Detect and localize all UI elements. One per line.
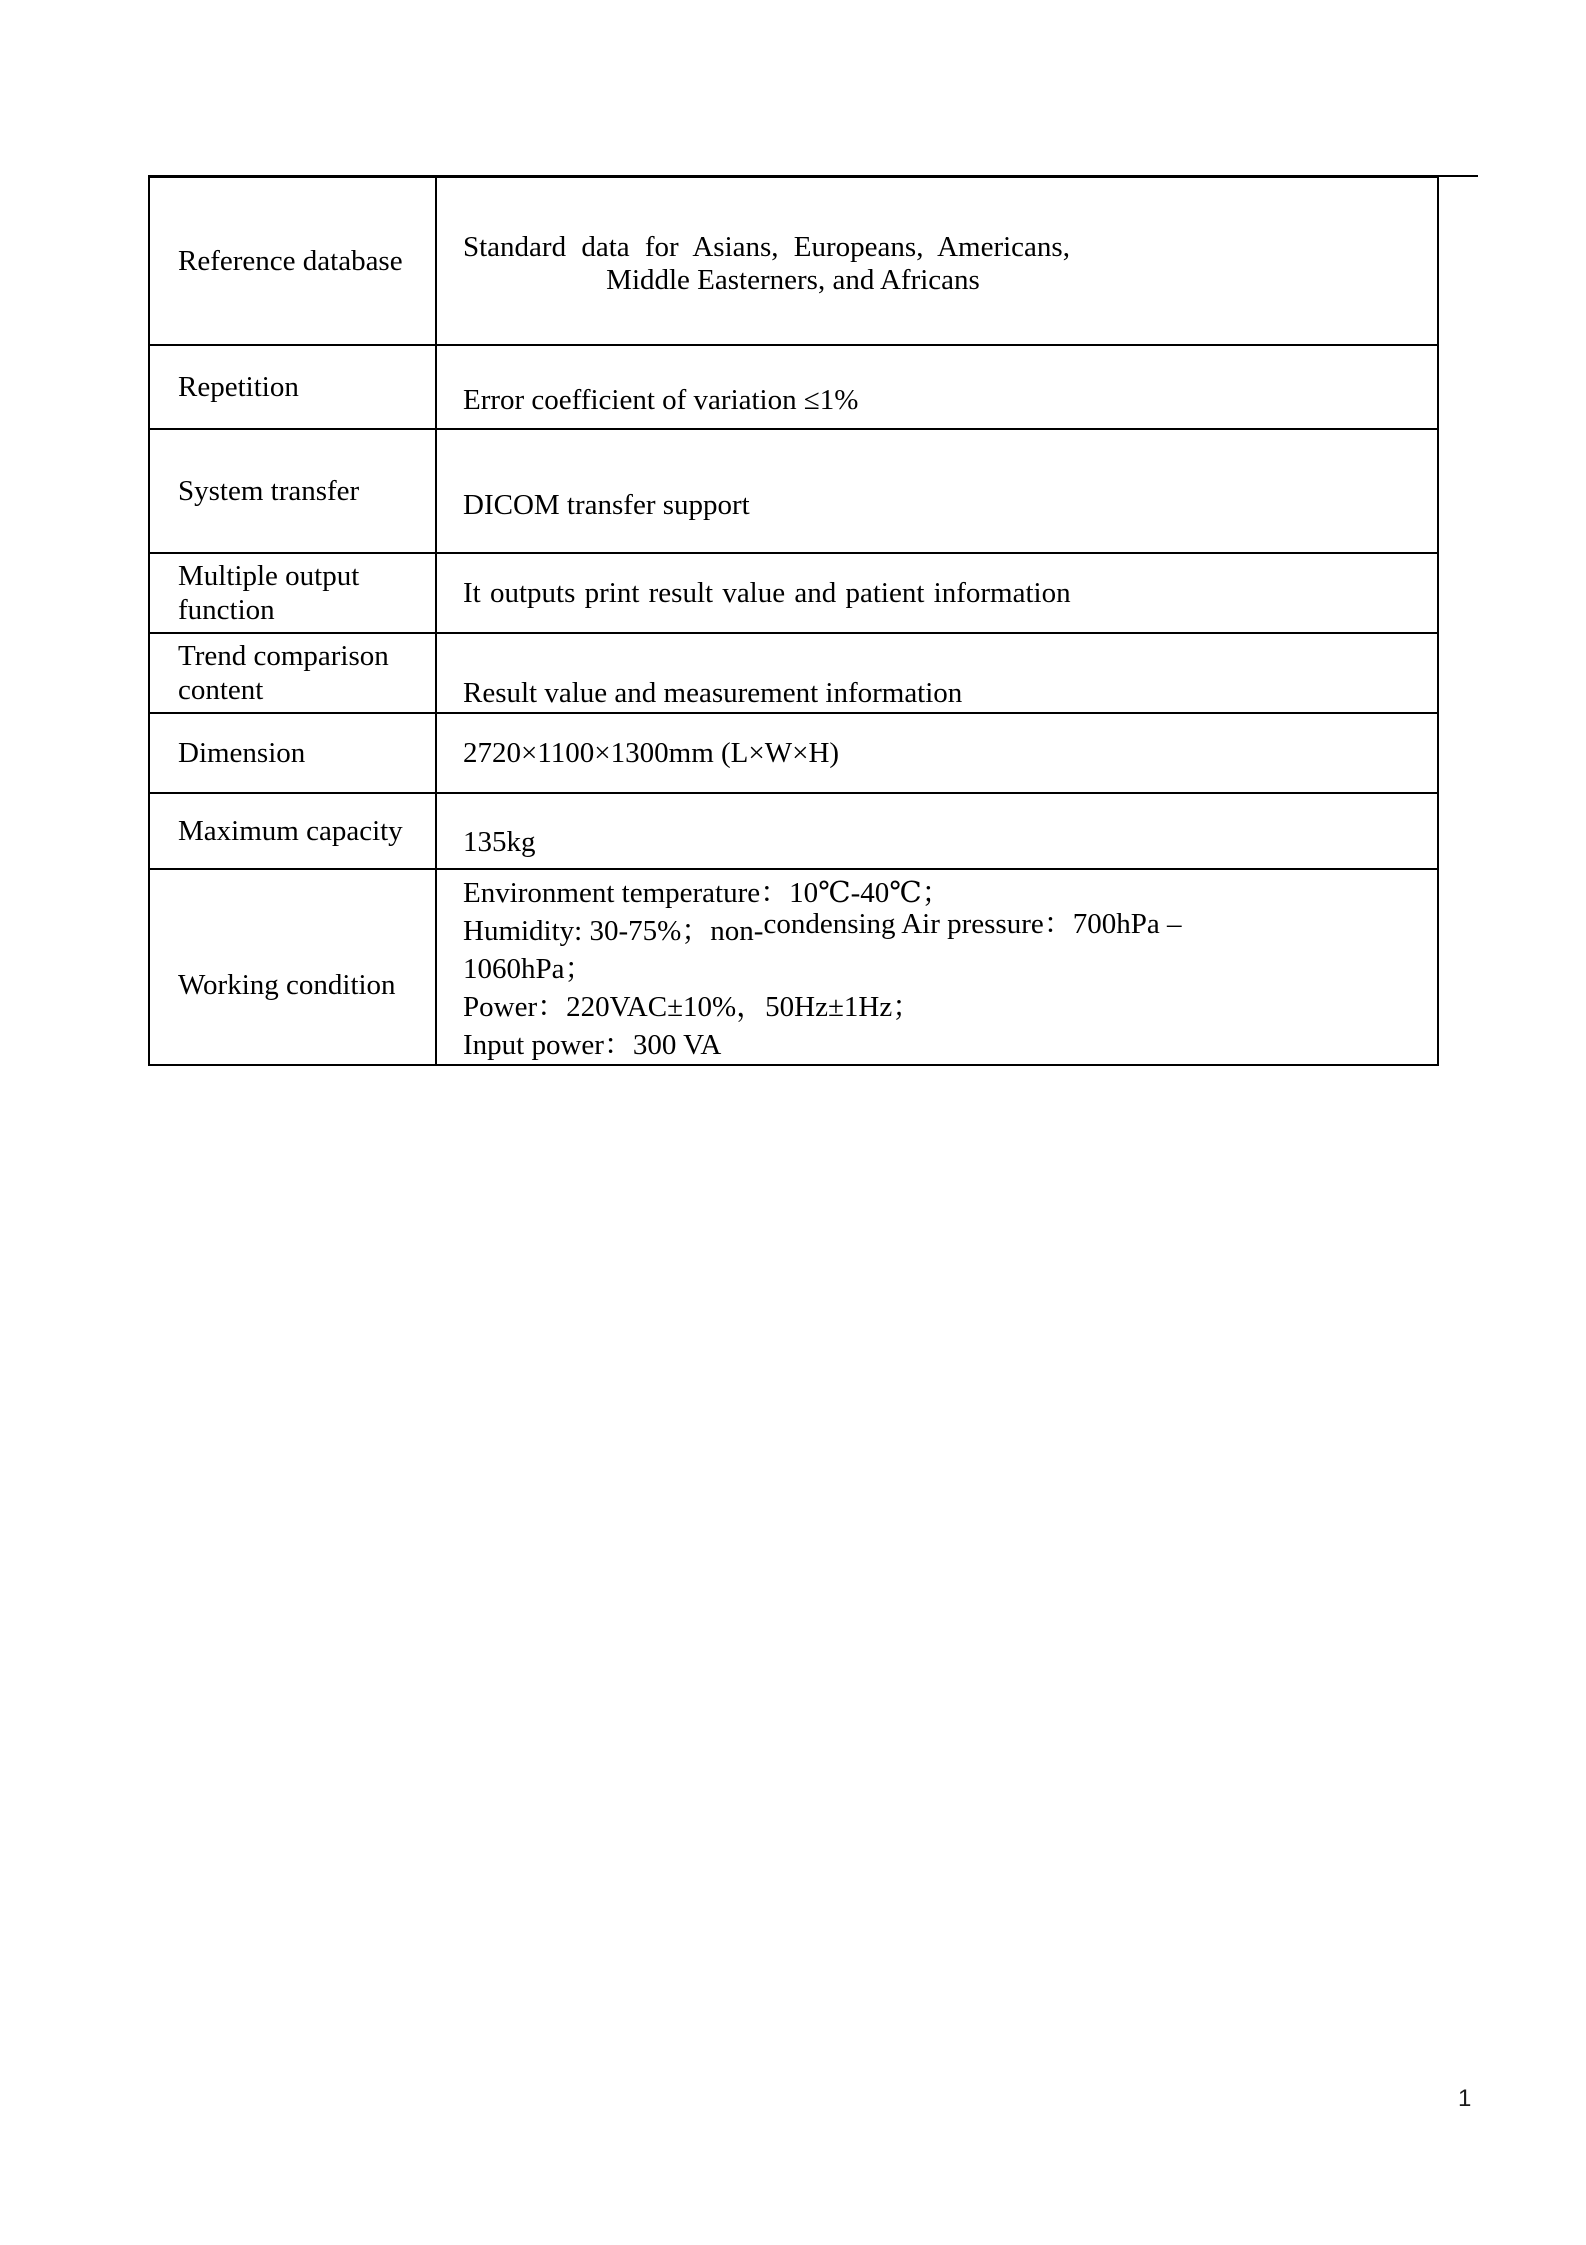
row-value xyxy=(437,346,1437,428)
humidity-raised: condensing Air pressure：700hPa – xyxy=(763,908,1182,940)
table-row-repetition xyxy=(150,346,1437,430)
row-value-text: 135kg xyxy=(463,826,536,858)
row-label xyxy=(150,346,437,428)
row-value-text: 2720×1100×1300mm (L×W×H) xyxy=(463,737,840,769)
row-label xyxy=(150,178,437,344)
value-line xyxy=(463,908,1427,950)
table-row-multiple-output-function xyxy=(150,554,1437,634)
working-condition-value xyxy=(463,870,1427,1064)
row-value xyxy=(437,178,1437,344)
row-label xyxy=(150,634,437,712)
row-label xyxy=(150,714,437,792)
table-row-system-transfer xyxy=(150,430,1437,554)
row-label-text: Repetition xyxy=(178,371,299,403)
humidity-prefix: Humidity: 30-75%；non- xyxy=(463,915,764,947)
row-label-text: Reference database xyxy=(178,245,403,277)
value-line: Input power：300 VA xyxy=(463,1029,722,1061)
top-rule-extension xyxy=(1439,175,1478,177)
table-row-working-condition xyxy=(150,870,1437,1064)
row-label-text: Trend comparison content xyxy=(178,640,389,706)
value-line: 1060hPa； xyxy=(463,953,594,985)
row-value-text: It outputs print result value and patient information xyxy=(463,577,1071,609)
row-value-text: DICOM transfer support xyxy=(463,489,750,521)
row-label-text: Dimension xyxy=(178,737,306,769)
row-value xyxy=(437,634,1437,712)
table-row-trend-comparison-content xyxy=(150,634,1437,714)
page-number: 1 xyxy=(1458,2085,1472,2112)
row-value xyxy=(437,714,1437,792)
row-value xyxy=(437,870,1437,1064)
row-label-text: Working condition xyxy=(178,969,396,1001)
row-value xyxy=(437,430,1437,552)
row-label xyxy=(150,794,437,868)
table-row-reference-database xyxy=(150,178,1437,346)
reference-database-value xyxy=(463,231,1123,297)
row-label xyxy=(150,430,437,552)
row-value xyxy=(437,794,1437,868)
value-line: Environment temperature：10℃-40℃； xyxy=(463,877,951,909)
row-value-text: Error coefficient of variation ≤1% xyxy=(463,384,859,416)
row-label-text: Maximum capacity xyxy=(178,815,403,847)
row-value-text: Result value and measurement information xyxy=(463,677,963,709)
table-row-dimension xyxy=(150,714,1437,794)
row-label xyxy=(150,554,437,632)
row-value xyxy=(437,554,1437,632)
row-label xyxy=(150,870,437,1064)
table-row-maximum-capacity xyxy=(150,794,1437,870)
value-line: Standard data for Asians, Europeans, Americans, xyxy=(463,231,1070,263)
value-line: Middle Easterners, and Africans xyxy=(606,264,980,296)
row-label-text: Multiple output function xyxy=(178,560,360,626)
row-label-text: System transfer xyxy=(178,475,360,507)
value-line: Power：220VAC±10%，50Hz±1Hz； xyxy=(463,991,922,1023)
spec-table xyxy=(148,175,1439,1066)
